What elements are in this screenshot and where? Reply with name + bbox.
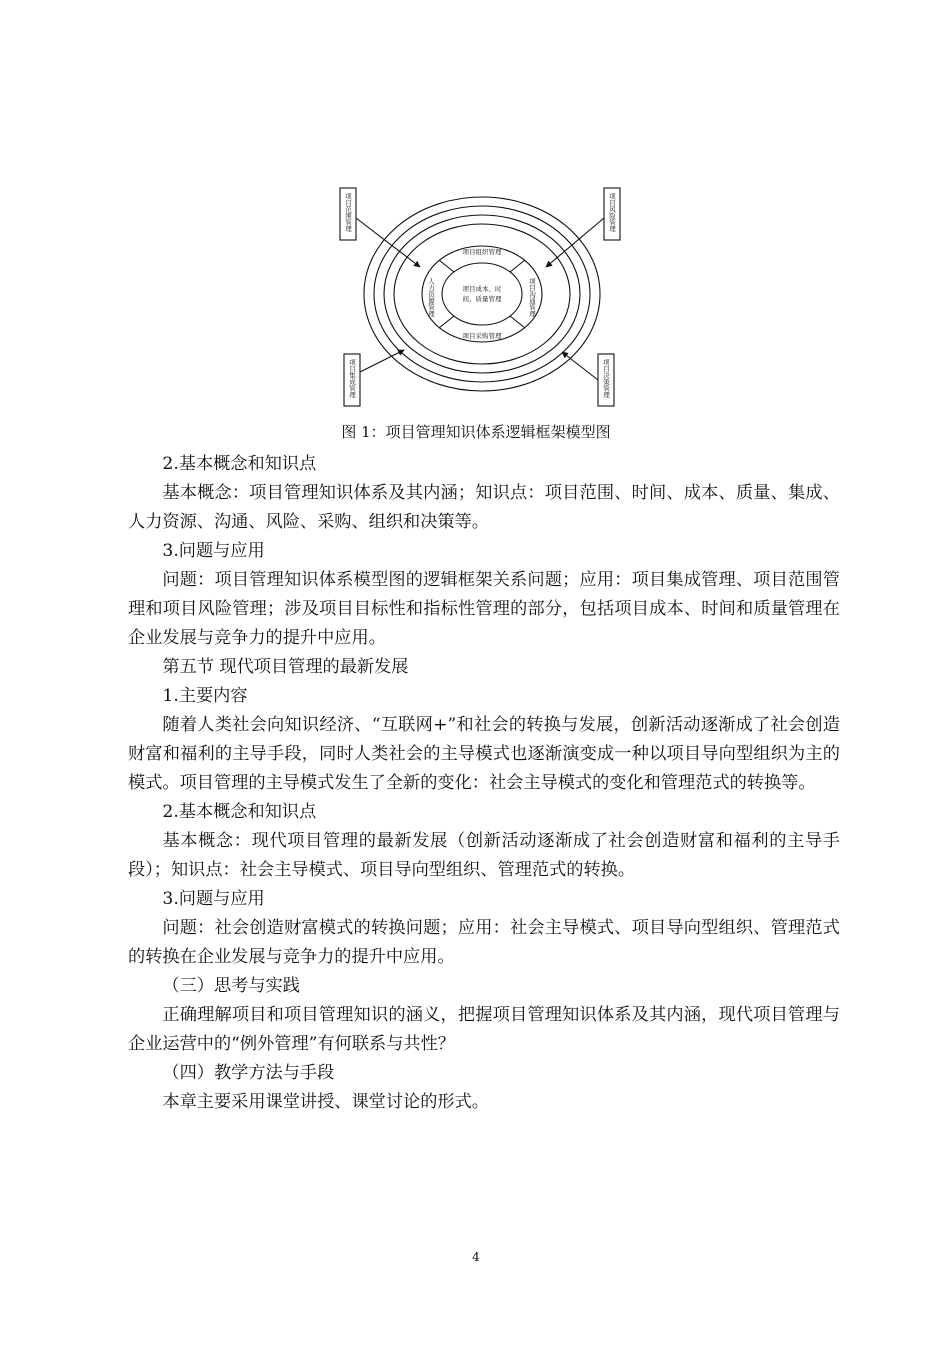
paragraph-concepts-2: 基本概念：现代项目管理的最新发展（创新活动逐渐成了社会创造财富和福利的主导手段）；知识点：社会主导模式、项目导向型组织、管理范式的转换。 xyxy=(128,831,840,880)
label-procurement: 项目采购管理 xyxy=(462,332,502,340)
label-scope: 项目范围管理 xyxy=(344,193,352,232)
outer-ring-4 xyxy=(394,224,570,364)
figure-caption: 图 1：项目管理知识体系逻辑框架模型图 xyxy=(341,423,611,441)
divider-se xyxy=(510,316,525,328)
label-integration: 项目集成管理 xyxy=(348,359,356,398)
body-text xyxy=(128,450,840,1117)
label-risk: 项目风险管理 xyxy=(608,193,616,232)
arrow-top-left xyxy=(356,218,420,267)
label-organization: 项目组织管理 xyxy=(462,248,502,256)
arrow-bottom-right xyxy=(562,352,598,380)
paragraph-concepts: 基本概念：项目管理知识体系及其内涵；知识点：项目范围、时间、成本、质量、集成、人力资源、沟通、风险、采购、组织和决策等。 xyxy=(128,483,840,532)
heading-main-content: 1.主要内容 xyxy=(162,686,248,706)
paragraph-thinking: 正确理解项目和项目管理知识的涵义，把握项目管理知识体系及其内涵，现代项目管理与企业运营中的“例外管理”有何联系与共性？ xyxy=(128,1005,840,1054)
paragraph-problems-2: 问题：社会创造财富模式的转换问题；应用：社会主导模式、项目导向型组织、管理范式的转换在企业发展与竞争力的提升中应用。 xyxy=(128,918,840,967)
paragraph-main-content: 随着人类社会向知识经济、“互联网+”和社会的转换与发展，创新活动逐渐成了社会创造财富和福利的主导手段，同时人类社会的主导模式也逐渐演变成一种以项目导向型组织为主的模式。项目管理的主导模式发生了全新的变化：社会主导模式的变化和管理范式的转换等。 xyxy=(128,715,840,793)
heading-basic-concepts-2: 2.基本概念和知识点 xyxy=(162,802,317,822)
divider-ne xyxy=(510,260,525,272)
arrow-top-right xyxy=(546,218,604,267)
heading-thinking: （三）思考与实践 xyxy=(162,976,300,996)
heading-basic-concepts: 2.基本概念和知识点 xyxy=(162,454,317,474)
label-hr: 人力资源管理 xyxy=(427,278,435,317)
page-number: 4 xyxy=(472,1250,480,1264)
outer-ring-2 xyxy=(374,206,590,382)
section-title: 第五节 现代项目管理的最新发展 xyxy=(162,657,409,677)
heading-methods: （四）教学方法与手段 xyxy=(162,1063,335,1083)
label-center-1: 项目成本、时 xyxy=(462,285,502,293)
outer-ring-1 xyxy=(364,197,600,391)
outer-ring-3 xyxy=(384,215,580,373)
knowledge-framework-diagram xyxy=(334,182,630,414)
paragraph-problems: 问题：项目管理知识体系模型图的逻辑框架关系问题；应用：项目集成管理、项目范围管理和项目风险管理；涉及项目目标性和指标性管理的部分，包括项目成本、时间和质量管理在企业发展与竞争力的提升中应用。 xyxy=(128,570,840,648)
label-decision: 项目决策管理 xyxy=(602,359,610,398)
label-center-2: 间、质量管理 xyxy=(462,295,502,303)
heading-problems: 3.问题与应用 xyxy=(162,541,265,561)
paragraph-methods: 本章主要采用课堂讲授、课堂讨论的形式。 xyxy=(162,1092,489,1112)
label-communication: 项目沟通管理 xyxy=(528,278,536,317)
heading-problems-2: 3.问题与应用 xyxy=(162,889,265,909)
inner-circle xyxy=(442,263,522,325)
divider-nw xyxy=(439,260,454,272)
divider-sw xyxy=(439,316,454,328)
